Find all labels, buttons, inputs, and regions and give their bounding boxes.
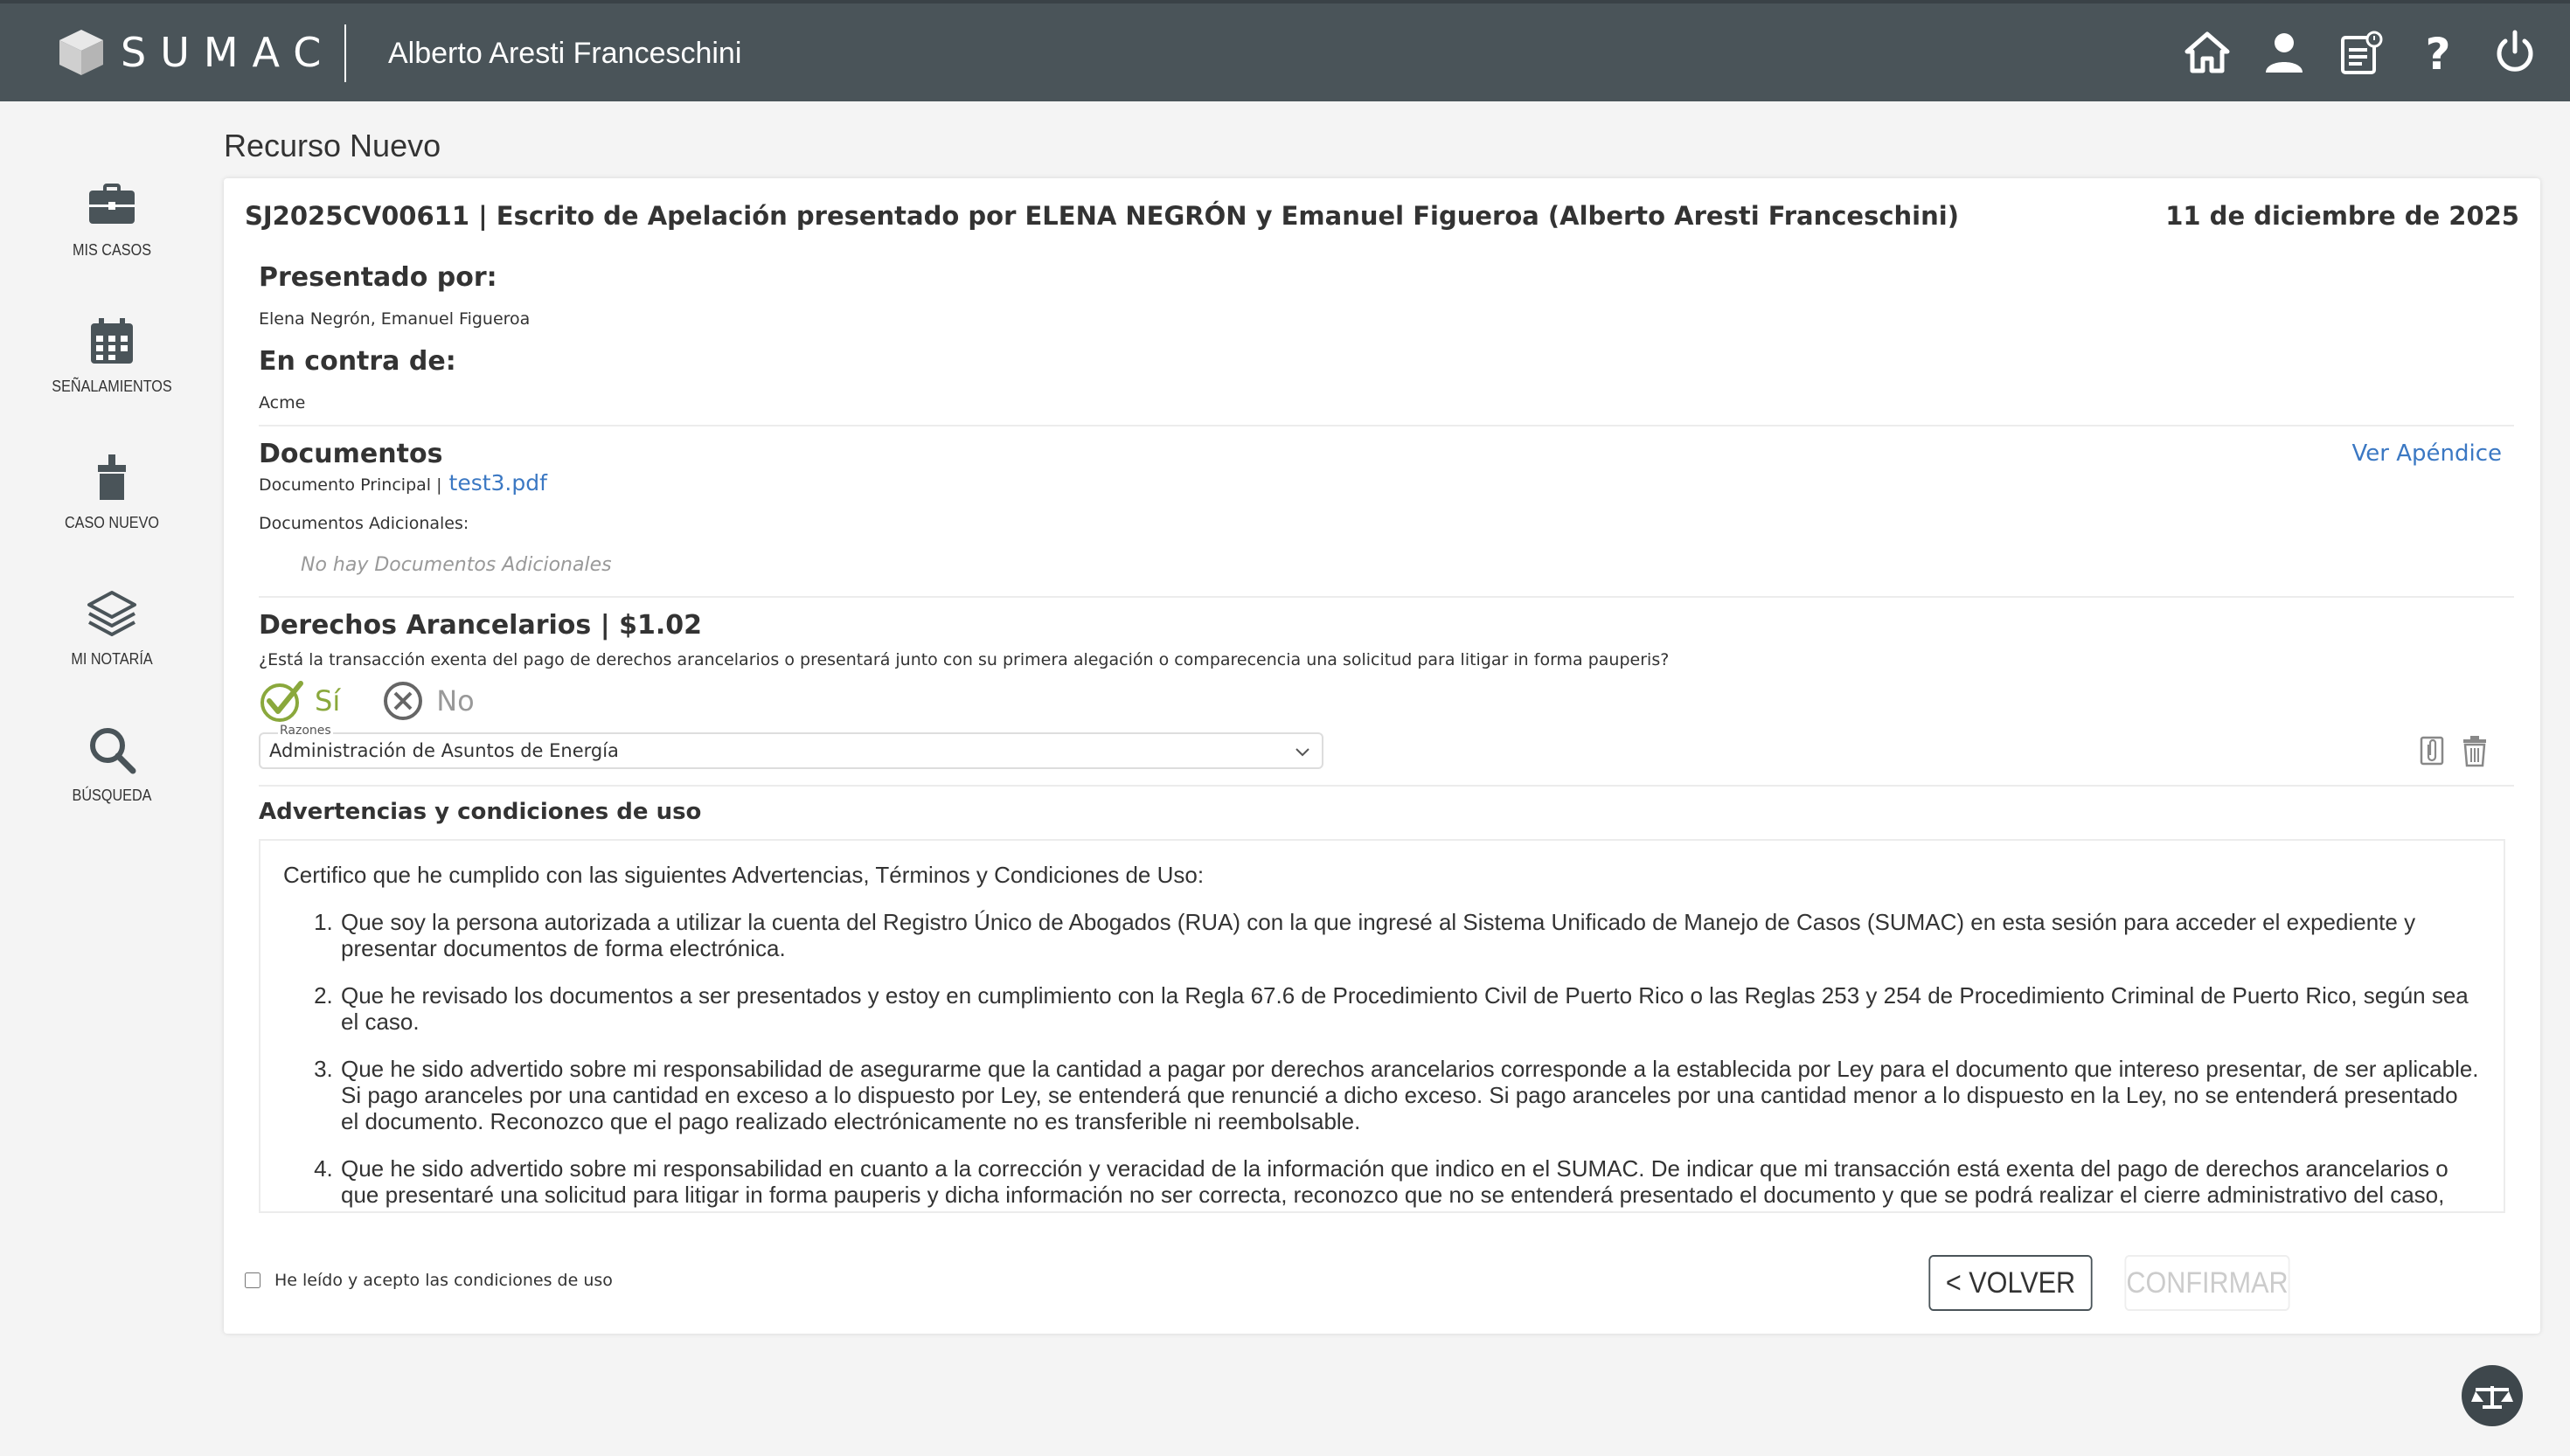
page-title: Recurso Nuevo (224, 128, 441, 163)
exencion-choice (259, 678, 515, 724)
filing-card (224, 178, 2540, 1334)
advertencias-heading: Advertencias y condiciones de uso (259, 799, 702, 825)
divider (259, 596, 2514, 598)
principal-file-link[interactable]: test3.pdf (448, 470, 547, 496)
terms-box[interactable] (259, 839, 2505, 1213)
svg-text:?: ? (2425, 29, 2451, 76)
sidebar-item-label: BÚSQUEDA (72, 787, 152, 804)
terms-item: 3. Que he sido advertido sobre mi responsabilidad de asegurarme que la cantidad a pagar por derechos arancelarios corresponde a la establecida por Ley para el documento que intereso presentar, de ser aplicable. Si pago aranceles por una cantidad en exceso a lo dispuesto por Ley, se entenderá que renuncié a dicho exceso. Si pago aranceles por una cantidad menor a lo dispuesto en la Ley, no se entenderá presentado el documento. Reconozco que el pago realizado electrónicamente no es transferible ni reembolsable. (339, 1056, 2481, 1134)
sidebar-item-label: MIS CASOS (72, 241, 152, 259)
terms-item: 1. Que soy la persona autorizada a utilizar la cuenta del Registro Único de Abogados (RUA) con la que ingresé al Sistema Unificado de Manejo de Casos (SUMAC) en esta sesión para acceder el expediente y presentar documentos de forma electrónica. (339, 909, 2481, 961)
calendar-icon (86, 315, 138, 367)
derechos-heading: Derechos Arancelarios | $1.02 (259, 610, 702, 641)
no-label: No (436, 684, 475, 718)
terms-intro: Certifico que he cumplido con las siguientes Advertencias, Términos y Condiciones de Uso: (283, 862, 1205, 888)
contra-heading: En contra de: (259, 346, 456, 377)
scales-of-justice-icon (2470, 1374, 2514, 1418)
trash-icon[interactable] (2458, 734, 2491, 767)
accept-terms-row[interactable] (245, 1271, 613, 1290)
cube-logo-icon (58, 28, 105, 77)
chevron-down-icon (1292, 741, 1313, 762)
check-circle-icon (259, 678, 304, 724)
razones-select[interactable] (259, 732, 1323, 769)
current-user-name: Alberto Aresti Franceschini (388, 37, 742, 70)
yes-label: Sí (315, 684, 341, 718)
documentos-heading: Documentos (259, 439, 443, 469)
sumac-logo[interactable] (58, 28, 335, 77)
divider (259, 785, 2514, 787)
volver-button[interactable]: < VOLVER (1928, 1255, 2092, 1311)
documentos-adicionales-label: Documentos Adicionales: (259, 514, 469, 533)
sidebar-item-mis-casos[interactable] (0, 178, 224, 260)
header-divider (344, 24, 346, 82)
exencion-question: ¿Está la transacción exenta del pago de derechos arancelarios o presentará junto con su primera alegación o comparecencia una solicitud para litigar in forma pauperis? (259, 650, 1670, 669)
documento-principal-row (259, 470, 547, 496)
accept-terms-checkbox[interactable] (245, 1272, 260, 1288)
help-icon[interactable] (2414, 28, 2462, 77)
layers-icon (86, 587, 138, 640)
sidebar-item-senalamientos[interactable] (0, 315, 224, 396)
briefcase-icon (86, 178, 138, 231)
divider (259, 425, 2514, 426)
razones-label: Razones (280, 724, 331, 738)
no-additional-docs: No hay Documentos Adicionales (301, 554, 612, 576)
contra-value: Acme (259, 393, 306, 413)
presentado-heading: Presentado por: (259, 262, 497, 293)
user-icon[interactable] (2261, 28, 2308, 77)
accept-terms-label: He leído y acepto las condiciones de uso (274, 1271, 613, 1290)
sidebar-item-busqueda[interactable] (0, 724, 224, 805)
search-icon (86, 724, 138, 776)
notifications-icon[interactable] (2337, 28, 2385, 77)
documento-principal-label: Documento Principal | (259, 475, 442, 495)
scales-button[interactable] (2462, 1365, 2523, 1426)
x-circle-icon (380, 678, 426, 724)
terms-list (283, 909, 2481, 1208)
exento-no-option[interactable] (380, 678, 475, 724)
ver-apendice-link[interactable]: Ver Apéndice (2351, 440, 2502, 467)
podium-icon (86, 451, 138, 503)
terms-item: 4. Que he sido advertido sobre mi responsabilidad en cuanto a la corrección y veracidad de la información que indico en el SUMAC. De indicar que mi transacción está exenta del pago de derechos arancelarios o que presentaré una solicitud para litigar in forma pauperis y dicha información no ser correcta, reconozco que no se entenderá presentado el documento y que se podrá realizar el cierre administrativo del caso, (339, 1155, 2481, 1208)
app-name: SUMAC (121, 29, 336, 76)
case-title: SJ2025CV00611 | Escrito de Apelación presentado por ELENA NEGRÓN y Emanuel Figueroa (Alberto Aresti Franceschini) (245, 201, 1959, 231)
terms-item: 2. Que he revisado los documentos a ser presentados y estoy en cumplimiento con la Regla 67.6 de Procedimiento Civil de Puerto Rico o las Reglas 253 y 254 de Procedimiento Criminal de Puerto Rico, según sea el caso. (339, 982, 2481, 1035)
razones-value: Administración de Asuntos de Energía (269, 740, 619, 761)
sidebar-item-mi-notaria[interactable] (0, 587, 224, 669)
power-icon[interactable] (2491, 28, 2539, 77)
sidebar-item-caso-nuevo[interactable] (0, 451, 224, 532)
sidebar-item-label: SEÑALAMIENTOS (52, 378, 172, 395)
presentado-value: Elena Negrón, Emanuel Figueroa (259, 309, 531, 329)
top-bar (0, 0, 2570, 101)
exento-yes-option[interactable] (259, 678, 340, 724)
case-date: 11 de diciembre de 2025 (2165, 201, 2519, 231)
home-icon[interactable] (2184, 28, 2231, 77)
confirmar-button[interactable]: CONFIRMAR (2125, 1255, 2290, 1311)
attach-icon[interactable] (2416, 734, 2449, 767)
sidebar-item-label: CASO NUEVO (64, 514, 160, 531)
sidebar-item-label: MI NOTARÍA (71, 650, 153, 668)
